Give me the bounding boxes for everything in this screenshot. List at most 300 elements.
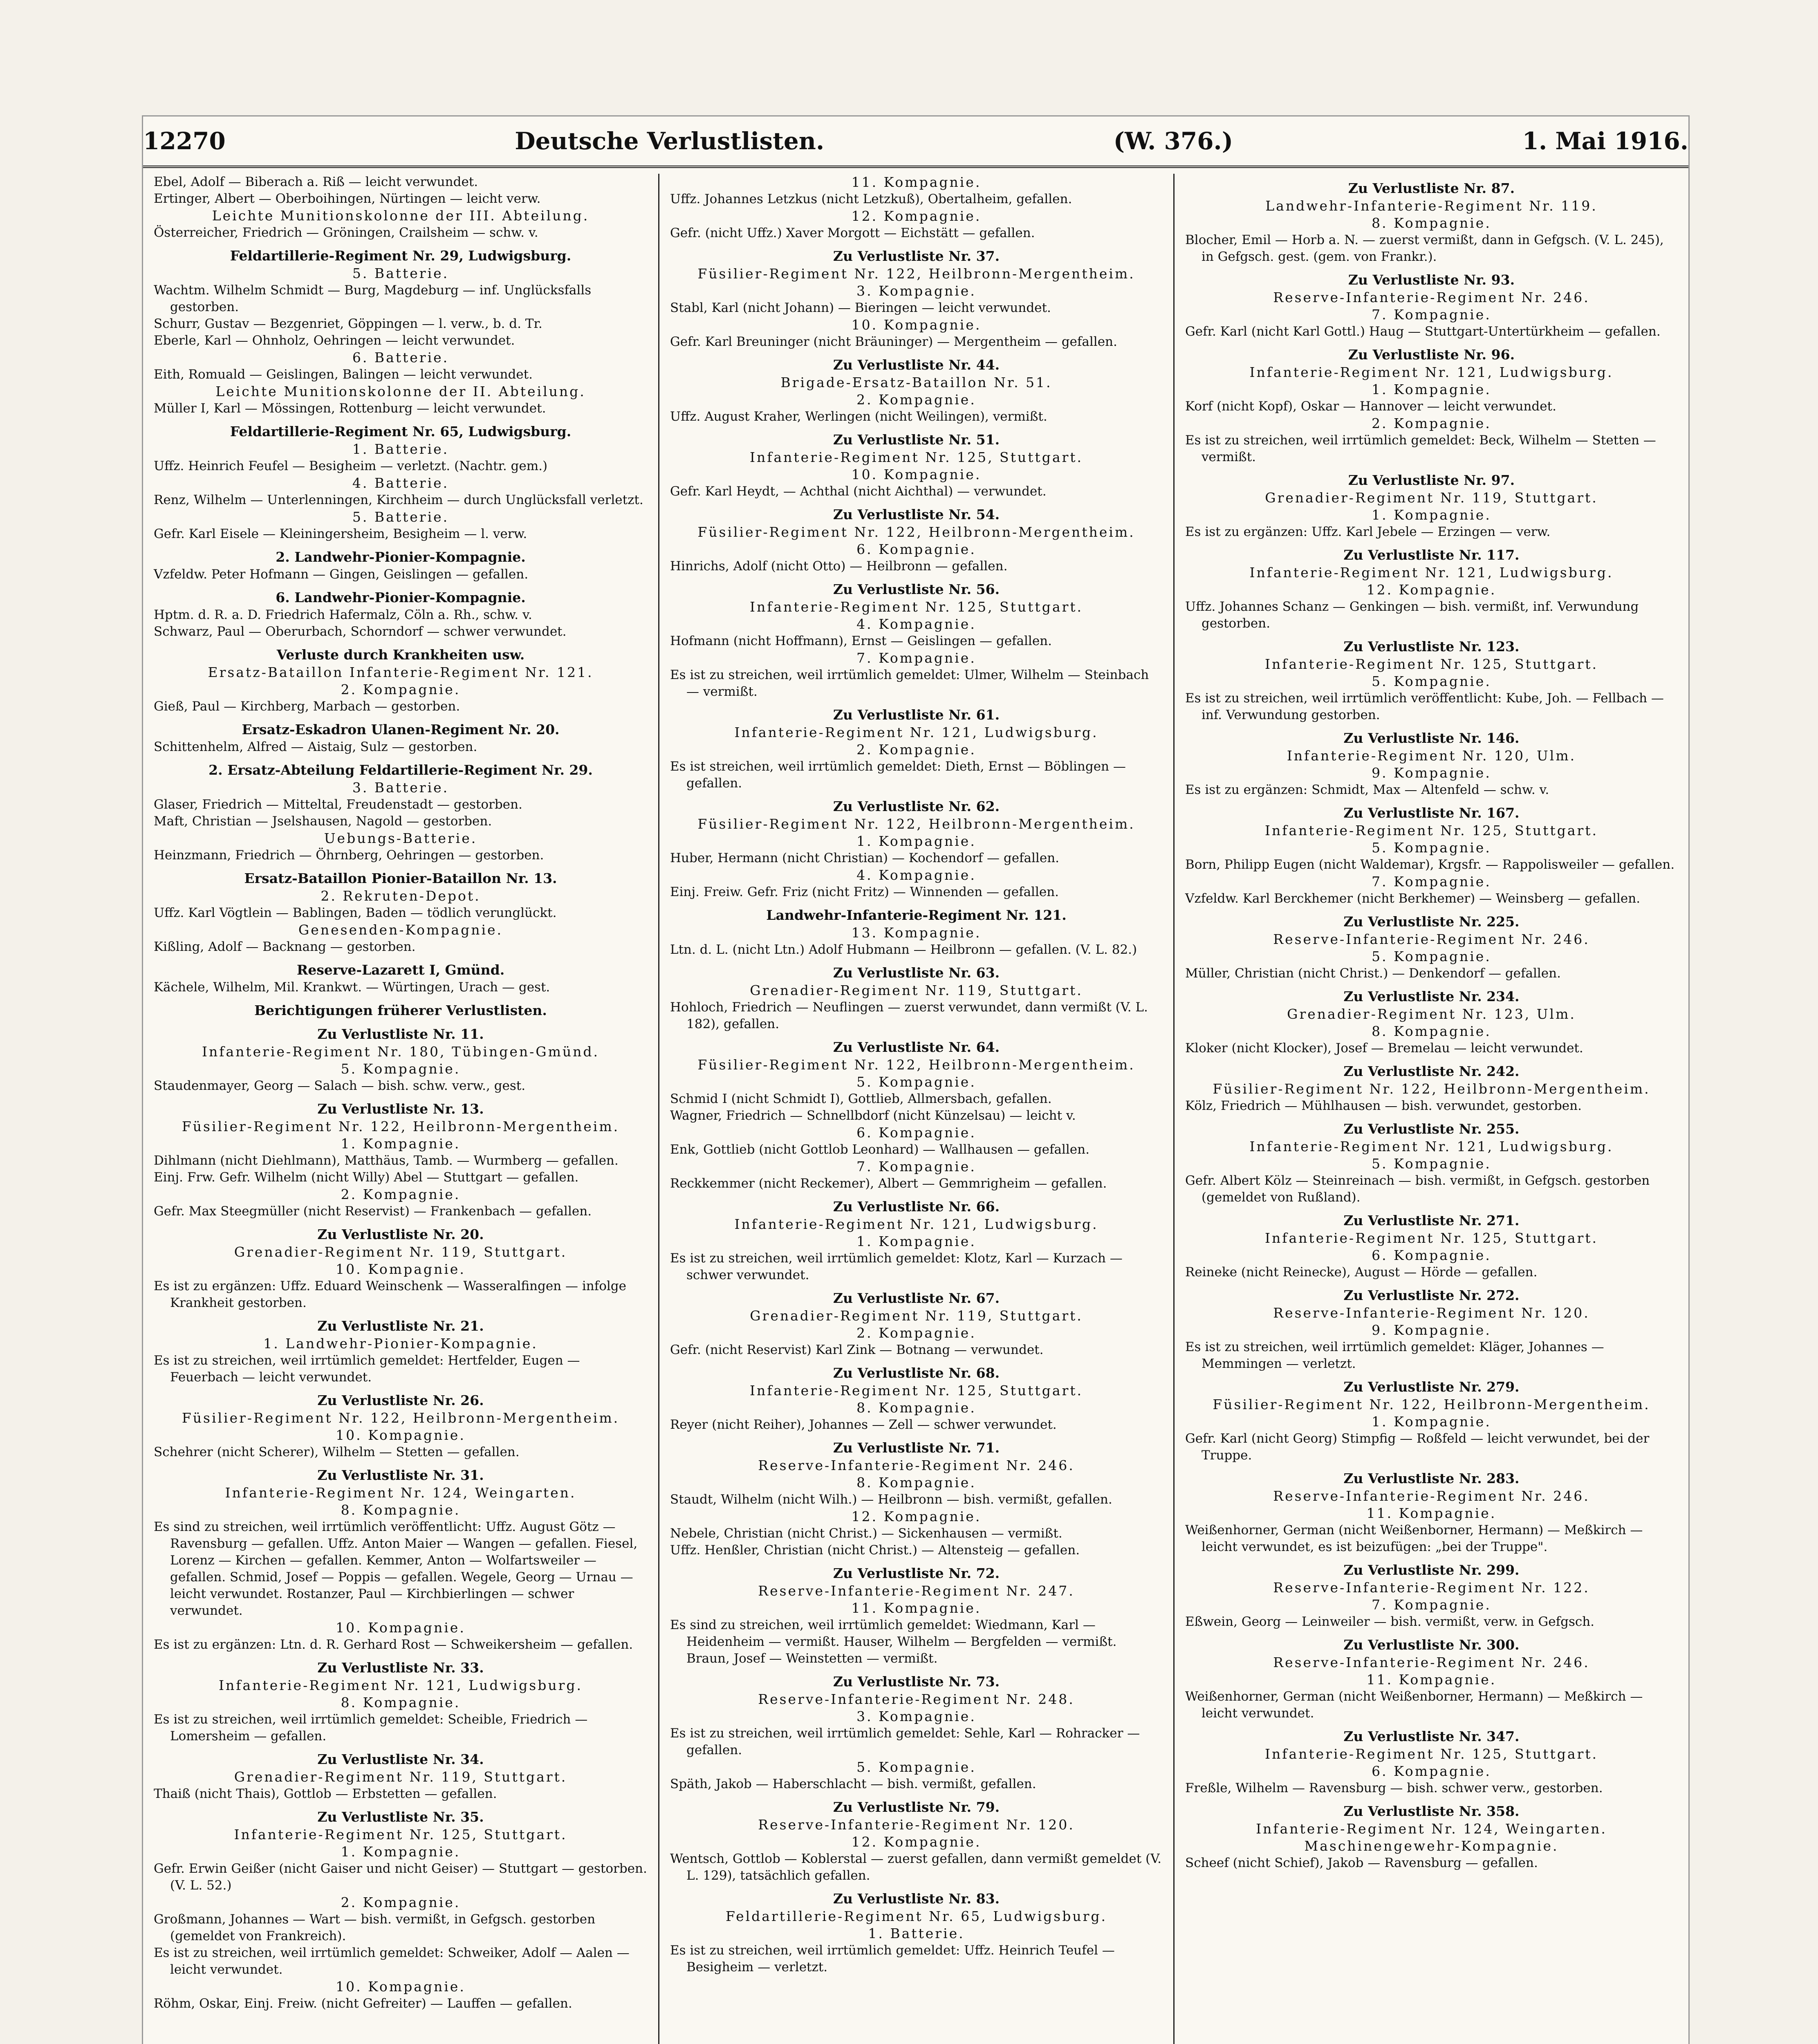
unit-subheading: Uebungs-Batterie. <box>324 830 477 846</box>
list-section <box>1185 839 1678 873</box>
unit-subheading: 10. Kompagnie. <box>336 1979 466 1995</box>
issue-date: 1. Mai 1916. <box>1522 127 1688 155</box>
list-section <box>670 466 1163 500</box>
section-heading: Zu Verlustliste Nr. 31. <box>317 1467 484 1483</box>
page-number: 12270 <box>143 127 226 155</box>
unit-subheading: Füsilier-Regiment Nr. 122, Heilbronn-Mergentheim. <box>697 816 1135 832</box>
unit-subheading: 1. Landwehr-Pionier-Kompagnie. <box>263 1336 538 1351</box>
section-heading: Zu Verlustliste Nr. 347. <box>1343 1728 1520 1744</box>
list-section <box>670 1600 1163 1667</box>
list-section <box>154 509 648 542</box>
list-section <box>1185 1802 1678 1838</box>
list-section <box>1185 581 1678 632</box>
section-heading: 2. Ersatz-Abteilung Feldartillerie-Regiment Nr. 29. <box>208 762 593 778</box>
unit-subheading: Infanterie-Regiment Nr. 125, Stuttgart. <box>1264 823 1598 838</box>
column-2 <box>658 174 1173 2044</box>
section-heading: Zu Verlustliste Nr. 54. <box>833 507 1000 522</box>
section-heading: Zu Verlustliste Nr. 66. <box>833 1199 1000 1215</box>
unit-subheading: 3. Kompagnie. <box>856 1708 976 1724</box>
section-heading: Zu Verlustliste Nr. 146. <box>1343 730 1520 746</box>
list-section <box>1185 638 1678 673</box>
casualty-entry: Uffz. Johannes Schanz — Genkingen — bish. vermißt, inf. Verwundung gestorben. <box>1185 599 1639 631</box>
unit-subheading: 6. Kompagnie. <box>1372 1247 1491 1263</box>
column-3 <box>1173 174 1688 2044</box>
casualty-entry: Schittenhelm, Alfred — Aistaig, Sulz — gestorben. <box>154 740 477 754</box>
casualty-entry: Es ist zu ergänzen: Uffz. Eduard Weinschenk — Wasseralfingen — infolge Krankheit gestorben. <box>154 1279 626 1310</box>
list-section <box>1185 1413 1678 1464</box>
unit-subheading: Ersatz-Bataillon Infanterie-Regiment Nr. 121. <box>208 664 594 680</box>
list-section <box>670 906 1163 958</box>
unit-subheading: 5. Batterie. <box>352 265 449 281</box>
unit-subheading: 2. Kompagnie. <box>856 742 976 758</box>
section-heading: Zu Verlustliste Nr. 63. <box>833 965 1000 981</box>
unit-subheading: 2. Kompagnie. <box>1372 415 1491 431</box>
unit-subheading: Leichte Munitionskolonne der III. Abteilung. <box>212 208 590 224</box>
section-heading: Zu Verlustliste Nr. 51. <box>833 432 1000 448</box>
casualty-entry: Huber, Hermann (nicht Christian) — Kochendorf — gefallen. <box>670 851 1060 865</box>
list-section <box>670 1708 1163 1759</box>
section-heading: Zu Verlustliste Nr. 34. <box>317 1751 484 1767</box>
casualty-entry: Es ist zu streichen, weil irrtümlich veröffentlicht: Kube, Joh. — Fellbach — inf. Verwundung gestorben. <box>1185 691 1664 722</box>
unit-subheading: 6. Batterie. <box>352 350 449 365</box>
section-heading: Zu Verlustliste Nr. 21. <box>317 1318 484 1334</box>
list-section <box>1185 1023 1678 1057</box>
list-section <box>154 1135 648 1186</box>
unit-subheading: 11. Kompagnie. <box>1366 1672 1497 1688</box>
unit-subheading: 11. Kompagnie. <box>851 1600 982 1616</box>
section-heading: Verluste durch Krankheiten usw. <box>276 647 525 663</box>
section-heading: Zu Verlustliste Nr. 26. <box>317 1392 484 1408</box>
casualty-entry: Es ist zu streichen, weil irrtümlich gemeldet: Klotz, Karl — Kurzach — schwer verwundet. <box>670 1251 1123 1282</box>
list-section <box>1185 1596 1678 1630</box>
casualty-entry: Reckkemmer (nicht Reckemer), Albert — Gemmrigheim — gefallen. <box>670 1176 1107 1191</box>
casualty-entry: Eith, Romuald — Geislingen, Balingen — leicht verwundet. <box>154 367 533 382</box>
list-section <box>154 1978 648 2012</box>
casualty-entry: Es ist zu ergänzen: Ltn. d. R. Gerhard Rost — Schweikersheim — gefallen. <box>154 1637 633 1652</box>
section-heading: Zu Verlustliste Nr. 117. <box>1343 547 1520 563</box>
list-section <box>670 1798 1163 1833</box>
casualty-entry: Wachtm. Wilhelm Schmidt — Burg, Magdeburg — inf. Unglücksfalls gestorben. <box>154 283 592 314</box>
unit-subheading: 5. Kompagnie. <box>1372 840 1491 856</box>
unit-subheading: 5. Kompagnie. <box>856 1074 976 1090</box>
unit-subheading: 1. Batterie. <box>868 1925 965 1941</box>
casualty-entry: Schmid I (nicht Schmidt I), Gottlieb, Allmersbach, gefallen. <box>670 1091 1052 1106</box>
list-section <box>154 1100 648 1135</box>
list-section <box>154 247 648 349</box>
casualty-entry: Staudenmayer, Georg — Salach — bish. schw. verw., gest. <box>154 1078 526 1093</box>
section-heading: Zu Verlustliste Nr. 225. <box>1343 914 1520 930</box>
unit-subheading: 11. Kompagnie. <box>1366 1505 1497 1521</box>
list-section <box>1185 729 1678 764</box>
list-section <box>670 741 1163 792</box>
section-heading: Zu Verlustliste Nr. 242. <box>1343 1063 1520 1079</box>
unit-subheading: Infanterie-Regiment Nr. 125, Stuttgart. <box>749 449 1083 465</box>
casualty-entry: Hohloch, Friedrich — Neuflingen — zuerst verwundet, dann vermißt (V. L. 182), gefallen. <box>670 1000 1148 1031</box>
list-section <box>670 1925 1163 1976</box>
casualty-entry: Einj. Frw. Gefr. Wilhelm (nicht Willy) Abel — Stuttgart — gefallen. <box>154 1170 579 1185</box>
casualty-entry: Es ist zu streichen, weil irrtümlich gemeldet: Ulmer, Wilhelm — Steinbach — vermißt. <box>670 668 1149 699</box>
unit-subheading: Reserve-Infanterie-Regiment Nr. 246. <box>1273 1654 1590 1670</box>
casualty-entry: Gefr. Max Steegmüller (nicht Reservist) — Frankenbach — gefallen. <box>154 1204 592 1219</box>
unit-subheading: 7. Kompagnie. <box>856 1159 976 1174</box>
section-heading: Zu Verlustliste Nr. 44. <box>833 357 1000 373</box>
unit-subheading: 3. Kompagnie. <box>856 283 976 299</box>
list-section <box>670 1890 1163 1925</box>
unit-subheading: 4. Kompagnie. <box>856 616 976 632</box>
list-section <box>670 616 1163 650</box>
section-heading: 6. Landwehr-Pionier-Kompagnie. <box>276 589 526 605</box>
casualty-entry: Blocher, Emil — Horb a. N. — zuerst vermißt, dann in Gefgsch. (V. L. 245), in Gefgsch. gest. (gem. von Frankr.). <box>1185 233 1664 264</box>
list-section <box>670 1038 1163 1074</box>
casualty-entry: Schwarz, Paul — Oberurbach, Schorndorf — schwer verwundet. <box>154 624 567 639</box>
casualty-entry: Heinzmann, Friedrich — Öhrnberg, Oehringen — gestorben. <box>154 848 544 863</box>
unit-subheading: Füsilier-Regiment Nr. 122, Heilbronn-Mergentheim. <box>1213 1396 1650 1412</box>
list-section <box>1185 1212 1678 1247</box>
unit-subheading: Grenadier-Regiment Nr. 119, Stuttgart. <box>1265 490 1598 506</box>
list-section <box>154 1750 648 1802</box>
list-section <box>670 1158 1163 1192</box>
casualty-entry: Glaser, Friedrich — Mitteltal, Freudenstadt — gestorben. <box>154 797 522 812</box>
list-section <box>154 1502 648 1619</box>
list-section <box>1185 764 1678 798</box>
unit-subheading: Infanterie-Regiment Nr. 125, Stuttgart. <box>749 599 1083 615</box>
unit-subheading: Reserve-Infanterie-Regiment Nr. 248. <box>758 1691 1075 1707</box>
list-section <box>154 1060 648 1094</box>
list-section <box>154 1843 648 1894</box>
casualty-entry: Gefr. Erwin Geißer (nicht Gaiser und nicht Geiser) — Stuttgart — gestorben. (V. L. 52.) <box>154 1861 647 1893</box>
section-heading: Reserve-Lazarett I, Gmünd. <box>296 962 505 978</box>
unit-subheading: Infanterie-Regiment Nr. 121, Ludwigsburg. <box>219 1677 583 1693</box>
publication-title: Deutsche Verlustlisten. <box>515 127 825 155</box>
casualty-entry: Müller, Christian (nicht Christ.) — Denkendorf — gefallen. <box>1185 966 1561 981</box>
unit-subheading: 10. Kompagnie. <box>336 1427 466 1443</box>
casualty-entry: Ebel, Adolf — Biberach a. Riß — leicht verwundet. <box>154 175 478 189</box>
list-section <box>1185 179 1678 215</box>
casualty-entry: Vzfeldw. Karl Berckhemer (nicht Berkhemer) — Weinsberg — gefallen. <box>1185 891 1641 906</box>
unit-subheading: Genesenden-Kompagnie. <box>298 922 503 938</box>
casualty-entry: Wentsch, Gottlob — Koblerstal — zuerst gefallen, dann vermißt gemeldet (V. L. 129), tatsächlich gefallen. <box>670 1851 1161 1883</box>
unit-subheading: Maschinengewehr-Kompagnie. <box>1304 1838 1559 1854</box>
unit-subheading: Feldartillerie-Regiment Nr. 65, Ludwigsburg. <box>726 1908 1107 1924</box>
section-heading: Zu Verlustliste Nr. 279. <box>1343 1379 1520 1395</box>
list-section <box>1185 1247 1678 1281</box>
unit-subheading: Infanterie-Regiment Nr. 125, Stuttgart. <box>749 1383 1083 1399</box>
unit-subheading: Infanterie-Regiment Nr. 124, Weingarten. <box>225 1485 576 1501</box>
unit-subheading: Infanterie-Regiment Nr. 125, Stuttgart. <box>1264 1746 1598 1762</box>
list-section <box>670 541 1163 575</box>
section-heading: Feldartillerie-Regiment Nr. 29, Ludwigsburg. <box>230 248 572 264</box>
list-section <box>670 1124 1163 1158</box>
unit-subheading: 2. Kompagnie. <box>341 681 461 697</box>
casualty-entry: Uffz. August Kraher, Werlingen (nicht Weilingen), vermißt. <box>670 409 1047 424</box>
unit-subheading: Reserve-Infanterie-Regiment Nr. 120. <box>758 1817 1075 1833</box>
casualty-entry: Es ist zu streichen, weil irrtümlich gemeldet: Schweiker, Adolf — Aalen — leicht verwundet. <box>154 1945 630 1977</box>
section-heading: Zu Verlustliste Nr. 73. <box>833 1674 1000 1690</box>
unit-subheading: Leichte Munitionskolonne der II. Abteilung. <box>215 383 586 399</box>
list-section <box>1185 1155 1678 1206</box>
list-section <box>154 1427 648 1461</box>
section-heading: Zu Verlustliste Nr. 37. <box>833 248 1000 264</box>
casualty-entry: Uffz. Johannes Letzkus (nicht Letzkuß), Obertalheim, gefallen. <box>670 192 1072 206</box>
list-section <box>154 174 648 207</box>
list-section <box>154 830 648 864</box>
list-section <box>154 548 648 583</box>
unit-subheading: 5. Kompagnie. <box>1372 948 1491 964</box>
section-heading: Zu Verlustliste Nr. 35. <box>317 1809 484 1825</box>
list-section <box>670 798 1163 833</box>
section-heading: Zu Verlustliste Nr. 93. <box>1348 272 1515 288</box>
list-section <box>670 1074 1163 1124</box>
unit-subheading: Reserve-Infanterie-Regiment Nr. 246. <box>1273 289 1590 305</box>
unit-subheading: Füsilier-Regiment Nr. 122, Heilbronn-Mergentheim. <box>697 524 1135 540</box>
unit-subheading: Reserve-Infanterie-Regiment Nr. 122. <box>1273 1580 1590 1596</box>
unit-subheading: 7. Kompagnie. <box>856 650 976 666</box>
list-section <box>154 1392 648 1427</box>
list-section <box>1185 1838 1678 1871</box>
section-heading: Zu Verlustliste Nr. 64. <box>833 1039 1000 1055</box>
newspaper-page <box>143 117 1688 2044</box>
section-heading: Zu Verlustliste Nr. 68. <box>833 1365 1000 1381</box>
unit-subheading: Füsilier-Regiment Nr. 122, Heilbronn-Mergentheim. <box>1213 1081 1650 1097</box>
casualty-entry: Ltn. d. L. (nicht Ltn.) Adolf Hubmann — Heilbronn — gefallen. (V. L. 82.) <box>670 942 1137 957</box>
casualty-entry: Einj. Freiw. Gefr. Friz (nicht Fritz) — Winnenden — gefallen. <box>670 885 1059 899</box>
casualty-entry: Enk, Gottlieb (nicht Gottlob Leonhard) — Wallhausen — gefallen. <box>670 1142 1089 1157</box>
list-section <box>670 964 1163 1033</box>
list-section <box>1185 471 1678 507</box>
list-section <box>154 870 648 921</box>
unit-subheading: 6. Kompagnie. <box>1372 1763 1491 1779</box>
section-heading: Zu Verlustliste Nr. 96. <box>1348 347 1515 363</box>
casualty-entry: Röhm, Oskar, Einj. Freiw. (nicht Gefreiter) — Lauffen — gefallen. <box>154 1996 572 2011</box>
list-section <box>670 174 1163 208</box>
unit-subheading: 7. Kompagnie. <box>1372 307 1491 323</box>
list-section <box>670 1833 1163 1884</box>
list-section <box>154 1317 648 1386</box>
section-heading: Zu Verlustliste Nr. 271. <box>1343 1213 1520 1228</box>
list-section <box>154 1025 648 1060</box>
casualty-entry: Gefr. (nicht Uffz.) Xaver Morgott — Eichstätt — gefallen. <box>670 226 1035 240</box>
list-section <box>154 761 648 830</box>
casualty-entry: Uffz. Heinrich Feufel — Besigheim — verletzt. (Nachtr. gem.) <box>154 459 548 473</box>
list-section <box>154 1466 648 1502</box>
unit-subheading: 10. Kompagnie. <box>851 466 982 482</box>
casualty-entry: Stabl, Karl (nicht Johann) — Bieringen — leicht verwundet. <box>670 300 1051 315</box>
unit-subheading: Landwehr-Infanterie-Regiment Nr. 119. <box>1265 198 1598 214</box>
list-section <box>1185 1561 1678 1596</box>
unit-subheading: Reserve-Infanterie-Regiment Nr. 246. <box>758 1457 1075 1473</box>
unit-subheading: 2. Kompagnie. <box>856 392 976 408</box>
casualty-entry: Staudt, Wilhelm (nicht Wilh.) — Heilbronn — bish. vermißt, gefallen. <box>670 1492 1112 1507</box>
list-section <box>154 1186 648 1220</box>
unit-subheading: 8. Kompagnie. <box>1372 1023 1491 1039</box>
section-heading: Berichtigungen früherer Verlustlisten. <box>254 1002 547 1018</box>
list-section <box>1185 1671 1678 1722</box>
unit-subheading: 1. Kompagnie. <box>341 1136 461 1152</box>
casualty-entry: Es ist zu streichen, weil irrtümlich gemeldet: Kläger, Johannes — Memmingen — verletzt. <box>1185 1340 1604 1371</box>
list-section <box>154 1226 648 1261</box>
section-heading: Landwehr-Infanterie-Regiment Nr. 121. <box>766 907 1067 923</box>
unit-subheading: 8. Kompagnie. <box>1372 215 1491 231</box>
list-section <box>1185 271 1678 306</box>
casualty-entry: Korf (nicht Kopf), Oskar — Hannover — leicht verwundet. <box>1185 399 1556 414</box>
unit-subheading: 5. Kompagnie. <box>1372 673 1491 689</box>
section-heading: Zu Verlustliste Nr. 299. <box>1343 1562 1520 1578</box>
text-columns <box>143 174 1688 2044</box>
unit-subheading: Grenadier-Regiment Nr. 119, Stuttgart. <box>750 1308 1083 1324</box>
section-heading: Zu Verlustliste Nr. 61. <box>833 707 1000 723</box>
unit-subheading: 8. Kompagnie. <box>341 1502 461 1518</box>
unit-subheading: 7. Kompagnie. <box>1372 1597 1491 1613</box>
list-section <box>670 706 1163 741</box>
unit-subheading: 4. Batterie. <box>352 475 449 491</box>
list-section <box>1185 1322 1678 1372</box>
casualty-entry: Hofmann (nicht Hoffmann), Ernst — Geislingen — gefallen. <box>670 634 1052 648</box>
list-section <box>1185 381 1678 415</box>
list-section <box>1185 804 1678 839</box>
unit-subheading: 12. Kompagnie. <box>1366 582 1497 598</box>
unit-subheading: 13. Kompagnie. <box>851 925 982 941</box>
casualty-entry: Gefr. Karl Eisele — Kleiningersheim, Besigheim — l. verw. <box>154 527 527 541</box>
unit-subheading: Füsilier-Regiment Nr. 122, Heilbronn-Mergentheim. <box>697 1057 1135 1073</box>
unit-subheading: 10. Kompagnie. <box>336 1261 466 1277</box>
list-section <box>670 1233 1163 1284</box>
list-section <box>1185 1636 1678 1671</box>
column-1 <box>143 174 658 2044</box>
list-section <box>1185 873 1678 907</box>
unit-subheading: 5. Kompagnie. <box>1372 1156 1491 1172</box>
section-heading: Zu Verlustliste Nr. 83. <box>833 1891 1000 1907</box>
list-section <box>1185 1470 1678 1505</box>
unit-subheading: Füsilier-Regiment Nr. 122, Heilbronn-Mergentheim. <box>697 266 1135 282</box>
casualty-entry: Nebele, Christian (nicht Christ.) — Sickenhausen — vermißt. <box>670 1526 1063 1541</box>
unit-subheading: 1. Kompagnie. <box>1372 1414 1491 1430</box>
list-section <box>670 1364 1163 1399</box>
unit-subheading: 3. Batterie. <box>352 780 449 796</box>
unit-subheading: Infanterie-Regiment Nr. 121, Ludwigsburg. <box>734 1216 1098 1232</box>
casualty-entry: Uffz. Henßler, Christian (nicht Christ.) — Altensteig — gefallen. <box>670 1543 1080 1558</box>
casualty-entry: Hinrichs, Adolf (nicht Otto) — Heilbronn — gefallen. <box>670 559 1008 574</box>
list-section <box>670 391 1163 425</box>
casualty-entry: Gefr. Karl Breuninger (nicht Bräuninger) — Mergentheim — gefallen. <box>670 334 1117 349</box>
list-section <box>1185 1286 1678 1322</box>
list-section <box>670 1325 1163 1358</box>
casualty-entry: Born, Philipp Eugen (nicht Waldemar), Krgsfr. — Rappolisweiler — gefallen. <box>1185 857 1675 872</box>
casualty-entry: Schurr, Gustav — Bezgenriet, Göppingen — l. verw., b. d. Tr. <box>154 316 542 331</box>
list-section <box>670 1198 1163 1233</box>
section-heading: Ersatz-Eskadron Ulanen-Regiment Nr. 20. <box>242 722 560 737</box>
unit-subheading: 1. Kompagnie. <box>1372 507 1491 523</box>
casualty-entry: Es sind zu streichen, weil irrtümlich gemeldet: Wiedmann, Karl — Heidenheim — vermißt. Hauser, Wilhelm — Bergfelden — vermißt. Braun, Josef — Weinstetten — vermißt. <box>670 1618 1117 1666</box>
list-section <box>670 316 1163 350</box>
section-heading: Zu Verlustliste Nr. 255. <box>1343 1121 1520 1137</box>
list-section <box>670 650 1163 700</box>
list-section <box>154 349 648 383</box>
section-heading: 2. Landwehr-Pionier-Kompagnie. <box>276 549 526 565</box>
unit-subheading: 2. Rekruten-Depot. <box>321 888 481 904</box>
list-section <box>154 423 648 475</box>
list-section <box>670 1673 1163 1708</box>
casualty-entry: Es ist zu ergänzen: Uffz. Karl Jebele — Erzingen — verw. <box>1185 524 1551 539</box>
list-section <box>670 833 1163 867</box>
unit-subheading: 1. Kompagnie. <box>1372 381 1491 397</box>
unit-subheading: Infanterie-Regiment Nr. 124, Weingarten. <box>1256 1821 1607 1837</box>
casualty-entry: Späth, Jakob — Haberschlacht — bish. vermißt, gefallen. <box>670 1777 1036 1791</box>
unit-subheading: 7. Kompagnie. <box>1372 874 1491 890</box>
list-section <box>154 383 648 417</box>
unit-subheading: 6. Kompagnie. <box>856 1125 976 1141</box>
unit-subheading: Infanterie-Regiment Nr. 120, Ulm. <box>1287 748 1576 764</box>
unit-subheading: 10. Kompagnie. <box>336 1620 466 1636</box>
list-section <box>1185 306 1678 340</box>
casualty-entry: Kloker (nicht Klocker), Josef — Bremelau — leicht verwundet. <box>1185 1041 1583 1056</box>
section-heading: Ersatz-Bataillon Pionier-Bataillon Nr. 13. <box>244 870 557 886</box>
section-heading: Zu Verlustliste Nr. 33. <box>317 1660 484 1676</box>
casualty-entry: Weißenhorner, German (nicht Weißenborner, Hermann) — Meßkirch — leicht verwundet. <box>1185 1689 1643 1721</box>
list-section <box>154 921 648 955</box>
list-section <box>1185 913 1678 948</box>
list-section <box>1185 1728 1678 1763</box>
casualty-entry: Weißenhorner, German (nicht Weißenborner, Hermann) — Meßkirch — leicht verwundet, es ist beizufügen: „bei der Truppe". <box>1185 1523 1643 1554</box>
unit-subheading: Infanterie-Regiment Nr. 121, Ludwigsburg. <box>1249 565 1614 580</box>
unit-subheading: Infanterie-Regiment Nr. 125, Stuttgart. <box>1264 1230 1598 1246</box>
list-section <box>670 247 1163 282</box>
unit-subheading: Reserve-Infanterie-Regiment Nr. 246. <box>1273 931 1590 947</box>
casualty-entry: Scheef (nicht Schief), Jakob — Ravensburg — gefallen. <box>1185 1856 1538 1870</box>
list-section <box>154 1808 648 1843</box>
unit-subheading: 10. Kompagnie. <box>851 317 982 333</box>
casualty-entry: Gefr. Karl (nicht Georg) Stimpfig — Roßfeld — leicht verwundet, bei der Truppe. <box>1185 1431 1650 1463</box>
section-heading: Zu Verlustliste Nr. 358. <box>1343 1803 1520 1819</box>
list-section <box>154 721 648 755</box>
unit-subheading: Grenadier-Regiment Nr. 119, Stuttgart. <box>234 1244 567 1260</box>
unit-subheading: 4. Kompagnie. <box>856 867 976 883</box>
list-section <box>154 1002 648 1020</box>
casualty-entry: Müller I, Karl — Mössingen, Rottenburg — leicht verwundet. <box>154 401 546 416</box>
list-section <box>670 1759 1163 1793</box>
list-section <box>1185 1505 1678 1555</box>
list-section <box>670 1474 1163 1508</box>
list-section <box>1185 1763 1678 1797</box>
unit-subheading: 1. Batterie. <box>352 441 449 457</box>
list-section <box>670 431 1163 466</box>
unit-subheading: Füsilier-Regiment Nr. 122, Heilbronn-Mergentheim. <box>182 1410 620 1426</box>
casualty-entry: Vzfeldw. Peter Hofmann — Gingen, Geislingen — gefallen. <box>154 567 529 582</box>
list-section <box>154 1619 648 1653</box>
list-section <box>154 1894 648 1978</box>
casualty-entry: Gefr. (nicht Reservist) Karl Zink — Botnang — verwundet. <box>670 1342 1044 1357</box>
unit-subheading: 9. Kompagnie. <box>1372 765 1491 781</box>
casualty-entry: Schehrer (nicht Scherer), Wilhelm — Stetten — gefallen. <box>154 1445 520 1459</box>
section-heading: Zu Verlustliste Nr. 300. <box>1343 1637 1520 1653</box>
unit-subheading: 2. Kompagnie. <box>341 1186 461 1202</box>
casualty-entry: Eßwein, Georg — Leinweiler — bish. vermißt, verw. in Gefgsch. <box>1185 1614 1595 1629</box>
section-heading: Zu Verlustliste Nr. 72. <box>833 1565 1000 1581</box>
unit-subheading: Brigade-Ersatz-Bataillon Nr. 51. <box>780 374 1052 390</box>
casualty-entry: Österreicher, Friedrich — Gröningen, Crailsheim — schw. v. <box>154 225 538 240</box>
casualty-entry: Eberle, Karl — Ohnholz, Oehringen — leicht verwundet. <box>154 333 515 348</box>
section-heading: Zu Verlustliste Nr. 167. <box>1343 805 1520 821</box>
casualty-entry: Reineke (nicht Reinecke), August — Hörde — gefallen. <box>1185 1265 1538 1280</box>
section-heading: Zu Verlustliste Nr. 97. <box>1348 472 1515 488</box>
casualty-entry: Reyer (nicht Reiher), Johannes — Zell — schwer verwundet. <box>670 1417 1057 1432</box>
list-section <box>154 1659 648 1694</box>
unit-subheading: Grenadier-Regiment Nr. 123, Ulm. <box>1287 1006 1576 1022</box>
list-section <box>1185 988 1678 1023</box>
unit-subheading: 8. Kompagnie. <box>341 1694 461 1710</box>
unit-subheading: 5. Batterie. <box>352 509 449 525</box>
casualty-entry: Kißling, Adolf — Backnang — gestorben. <box>154 939 416 954</box>
casualty-entry: Thaiß (nicht Thais), Gottlob — Erbstetten — gefallen. <box>154 1786 497 1801</box>
